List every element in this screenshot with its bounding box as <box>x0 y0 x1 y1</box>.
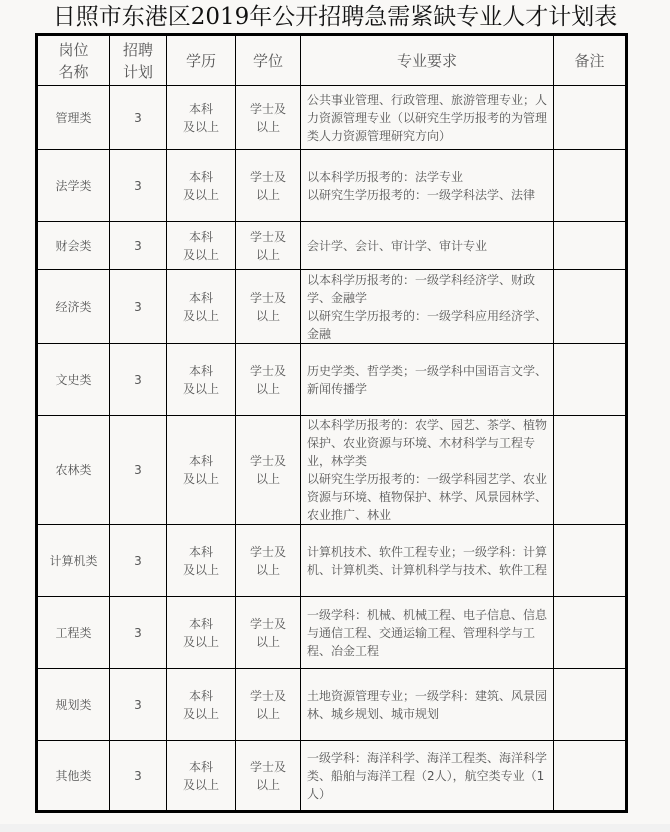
cell-degree <box>236 597 301 669</box>
cell-quota: 3 <box>110 597 167 669</box>
degree-line2: 以上 <box>255 634 280 649</box>
cell-position: 其他类 <box>37 741 110 812</box>
degree-line1: 学士及 <box>249 544 286 559</box>
table-row <box>37 416 627 525</box>
degree-line1: 学士及 <box>249 759 286 774</box>
degree-line2: 以上 <box>255 706 280 721</box>
degree-line2: 以上 <box>255 119 280 134</box>
cell-position: 法学类 <box>37 150 110 222</box>
education-line2: 及以上 <box>182 472 219 486</box>
degree-line2: 以上 <box>255 562 280 577</box>
cell-quota: 3 <box>110 669 167 741</box>
cell-major: 一级学科：海洋科学、海洋工程类、海洋科学类、船舶与海洋工程（2人），航空类专业（1人） <box>301 741 554 812</box>
header-quota-line1: 招聘 <box>122 40 153 59</box>
degree-line1: 学士及 <box>249 688 286 703</box>
cell-education <box>167 741 236 812</box>
cell-major <box>301 416 554 525</box>
cell-position: 规划类 <box>37 669 110 741</box>
recruitment-plan-table <box>35 33 628 813</box>
cell-major: 会计学、会计、审计学、审计专业 <box>301 222 554 270</box>
degree-line1: 学士及 <box>249 363 286 378</box>
education-line1: 本科 <box>188 544 213 559</box>
major-undergrad: 以本科学历报考的：法学专业 <box>307 169 464 184</box>
degree-line1: 学士及 <box>249 101 286 116</box>
education-line2: 及以上 <box>182 187 219 202</box>
table-row <box>37 525 627 597</box>
cell-quota: 3 <box>110 270 167 344</box>
cell-notes <box>554 416 627 525</box>
cell-degree <box>236 344 301 416</box>
cell-notes <box>554 86 627 150</box>
cell-notes <box>554 150 627 222</box>
degree-line2: 以上 <box>255 247 280 262</box>
education-line2: 及以上 <box>182 706 219 721</box>
cell-degree <box>236 222 301 270</box>
cell-quota: 3 <box>110 344 167 416</box>
education-line2: 及以上 <box>182 634 219 649</box>
cell-education <box>167 344 236 416</box>
cell-position: 管理类 <box>37 86 110 150</box>
cell-degree <box>236 416 301 525</box>
degree-line1: 学士及 <box>249 616 286 631</box>
cell-notes <box>554 344 627 416</box>
cell-quota: 3 <box>110 416 167 525</box>
cell-notes <box>554 222 627 270</box>
cell-education <box>167 86 236 150</box>
education-line1: 本科 <box>188 454 213 468</box>
cell-education <box>167 669 236 741</box>
education-line2: 及以上 <box>182 562 219 577</box>
cell-major: 一级学科：机械、机械工程、电子信息、信息与通信工程、交通运输工程、管理科学与工程、冶金工程 <box>301 597 554 669</box>
cell-notes <box>554 741 627 812</box>
table-row <box>37 597 627 669</box>
cell-quota: 3 <box>110 525 167 597</box>
header-position-line1: 岗位 <box>58 40 89 59</box>
table-row <box>37 270 627 344</box>
major-graduate: 以研究生学历报考的：一级学科应用经济学、金融 <box>307 308 548 341</box>
education-line1: 本科 <box>188 688 213 703</box>
cell-education <box>167 150 236 222</box>
table-row <box>37 344 627 416</box>
cell-major <box>301 150 554 222</box>
page-title: 日照市东港区2019年公开招聘急需紧缺专业人才计划表 <box>52 4 618 30</box>
cell-major: 计算机技术、软件工程专业；一级学科：计算机、计算机类、计算机科学与技术、软件工程 <box>301 525 554 597</box>
header-degree: 学位 <box>236 35 301 86</box>
education-line1: 本科 <box>188 363 213 378</box>
cell-education <box>167 525 236 597</box>
education-line2: 及以上 <box>182 381 219 396</box>
cell-degree <box>236 150 301 222</box>
education-line1: 本科 <box>188 759 213 774</box>
cell-quota: 3 <box>110 150 167 222</box>
major-undergrad: 以本科学历报考的：一级学科经济学、财政学、金融学 <box>307 272 536 305</box>
education-line1: 本科 <box>188 169 213 184</box>
cell-position: 经济类 <box>37 270 110 344</box>
cell-education <box>167 222 236 270</box>
degree-line1: 学士及 <box>249 454 286 468</box>
degree-line2: 以上 <box>255 472 280 486</box>
page-bottom-strip <box>0 824 670 832</box>
cell-notes <box>554 597 627 669</box>
header-notes: 备注 <box>554 35 627 86</box>
table-row <box>37 222 627 270</box>
cell-major: 历史学类、哲学类；一级学科中国语言文学、新闻传播学 <box>301 344 554 416</box>
major-graduate: 以研究生学历报考的：一级学科法学、法律 <box>307 187 536 202</box>
header-education: 学历 <box>167 35 236 86</box>
table-row <box>37 150 627 222</box>
cell-degree <box>236 86 301 150</box>
education-line2: 及以上 <box>182 247 219 262</box>
header-position-line2: 名称 <box>58 62 89 81</box>
education-line2: 及以上 <box>182 308 219 323</box>
cell-major: 公共事业管理、行政管理、旅游管理专业；人力资源管理专业（以研究生学历报考的为管理类人力资源管理研究方向） <box>301 86 554 150</box>
education-line1: 本科 <box>188 616 213 631</box>
degree-line2: 以上 <box>255 777 280 792</box>
table-row <box>37 741 627 812</box>
cell-degree <box>236 741 301 812</box>
cell-degree <box>236 669 301 741</box>
education-line2: 及以上 <box>182 777 219 792</box>
cell-degree <box>236 270 301 344</box>
cell-quota: 3 <box>110 741 167 812</box>
education-line2: 及以上 <box>182 119 219 134</box>
header-quota-line2: 计划 <box>122 62 153 81</box>
table-row <box>37 86 627 150</box>
degree-line2: 以上 <box>255 308 280 323</box>
cell-major <box>301 270 554 344</box>
cell-quota: 3 <box>110 86 167 150</box>
cell-notes <box>554 270 627 344</box>
cell-major: 土地资源管理专业；一级学科：建筑、风景园林、城乡规划、城市规划 <box>301 669 554 741</box>
cell-education <box>167 416 236 525</box>
cell-notes <box>554 669 627 741</box>
cell-quota: 3 <box>110 222 167 270</box>
cell-position: 计算机类 <box>37 525 110 597</box>
table-row <box>37 669 627 741</box>
header-quota <box>110 35 167 86</box>
cell-position: 农林类 <box>37 416 110 525</box>
header-major: 专业要求 <box>301 35 554 86</box>
education-line1: 本科 <box>188 229 213 244</box>
degree-line2: 以上 <box>255 381 280 396</box>
degree-line2: 以上 <box>255 187 280 202</box>
cell-degree <box>236 525 301 597</box>
major-graduate: 以研究生学历报考的：一级学科园艺学、农业资源与环境、植物保护、林学、风景园林学、农业推广、林业 <box>307 472 548 522</box>
table-header-row <box>37 35 627 86</box>
education-line1: 本科 <box>188 101 213 116</box>
cell-position: 工程类 <box>37 597 110 669</box>
cell-notes <box>554 525 627 597</box>
degree-line1: 学士及 <box>249 290 286 305</box>
degree-line1: 学士及 <box>249 229 286 244</box>
major-undergrad: 以本科学历报考的：农学、园艺、茶学、植物保护、农业资源与环境、木材科学与工程专业，林学类 <box>307 418 548 468</box>
degree-line1: 学士及 <box>249 169 286 184</box>
education-line1: 本科 <box>188 290 213 305</box>
cell-education <box>167 270 236 344</box>
cell-education <box>167 597 236 669</box>
cell-position: 文史类 <box>37 344 110 416</box>
header-position <box>37 35 110 86</box>
cell-position: 财会类 <box>37 222 110 270</box>
